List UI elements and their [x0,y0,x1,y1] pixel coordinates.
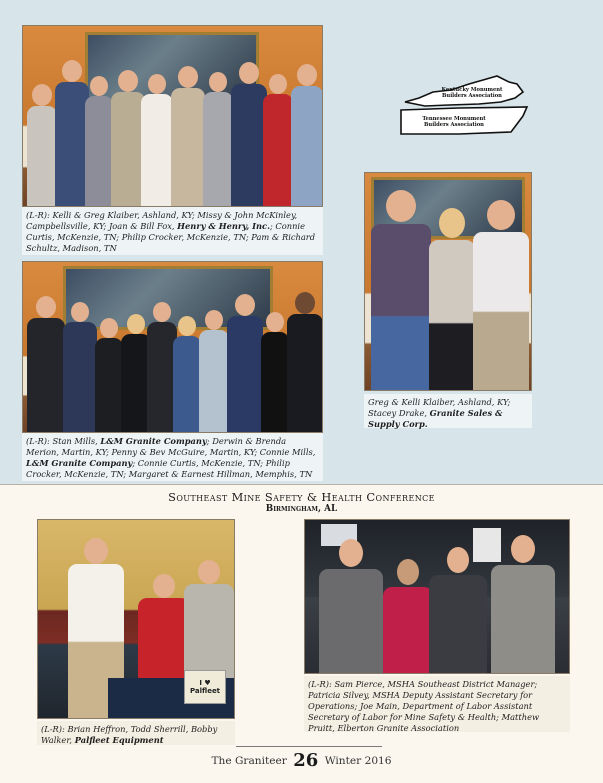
kentucky-association-name: Kentucky Monument Builders Association [441,87,503,99]
person-figure [55,56,89,206]
person-figure [141,70,173,206]
issue-name: Winter 2016 [324,755,392,767]
person-figure [319,533,383,673]
publication-name: The Graniteer [211,755,287,767]
caption-group-photo-ky-tn: (L-R): Kelli & Greg Klaiber, Ashland, KY; Missy & John McKinley, Campbellsville, KY; Joan & Bill Fox, Henry & Henry, Inc.; Connie Curtis, McKenzie, TN; Philip Crocker, McKenzie, TN; Pam & Richard Schultz, Madison, TN [22,207,323,255]
person-figure [63,298,97,432]
conference-title: Southeast Mine Safety & Health Conference [168,490,435,504]
person-figure [429,204,475,390]
person-figure [95,314,123,432]
footer-rule [236,746,382,747]
photo-msha-officials [304,519,570,674]
booth-sign: I ♥ Palfleet [184,670,226,704]
person-figure [111,66,145,206]
kentucky-tennessee-association-logo [399,72,533,138]
person-figure [27,292,65,432]
person-figure [203,68,233,206]
person-figure [473,196,529,390]
person-figure [261,308,289,432]
caption-photo-palfleet: (L-R): Brian Heffron, Todd Sherrill, Bobby Walker, Palfleet Equipment [37,721,235,745]
person-figure [287,288,323,432]
person-figure [227,290,263,432]
person-figure [171,62,205,206]
caption-photo-klaiber-drake: Greg & Kelli Klaiber, Ashland, KY; Stacey Drake, Granite Sales & Supply Corp. [364,394,532,428]
caption-group-photo-lm-granite: (L-R): Stan Mills, L&M Granite Company; Derwin & Brenda Merion, Martin, KY; Penny & Bev McGuire, Martin, KY; Connie Mills, L&M Granite Company; Connie Curtis, McKenzie, TN; Philip Crocker, McKenzie, TN; Margaret & Earnest Hillman, Memphis, TN [22,433,323,481]
person-figure [371,184,431,390]
person-figure [199,306,229,432]
caption-photo-msha: (L-R): Sam Pierce, MSHA Southeast District Manager; Patricia Silvey, MSHA Deputy Assistant Secretary for Operations; Joe Main, Department of Labor Assistant Secretary of Labor for Mine Safety & Health; Matthew Pruitt, Elberton Granite Association [304,676,570,732]
conference-location: Birmingham, AL [265,504,338,514]
person-figure [263,70,293,206]
tennessee-association-name: Tennessee Monument Builders Association [422,116,486,128]
photo-klaiber-drake [364,172,532,391]
person-figure [27,80,57,206]
person-figure [85,72,113,206]
person-figure [491,531,555,673]
person-figure [231,58,267,206]
group-photo-lm-granite [22,261,323,433]
page-number: 26 [293,750,319,771]
group-photo-ky-tn [22,25,323,207]
person-figure [429,543,487,673]
person-figure [173,312,201,432]
person-figure [383,555,433,673]
section-divider [0,484,603,485]
photo-palfleet-booth [37,519,235,719]
page-footer [0,750,603,771]
person-figure [291,60,323,206]
state-outline-logo [399,72,533,138]
